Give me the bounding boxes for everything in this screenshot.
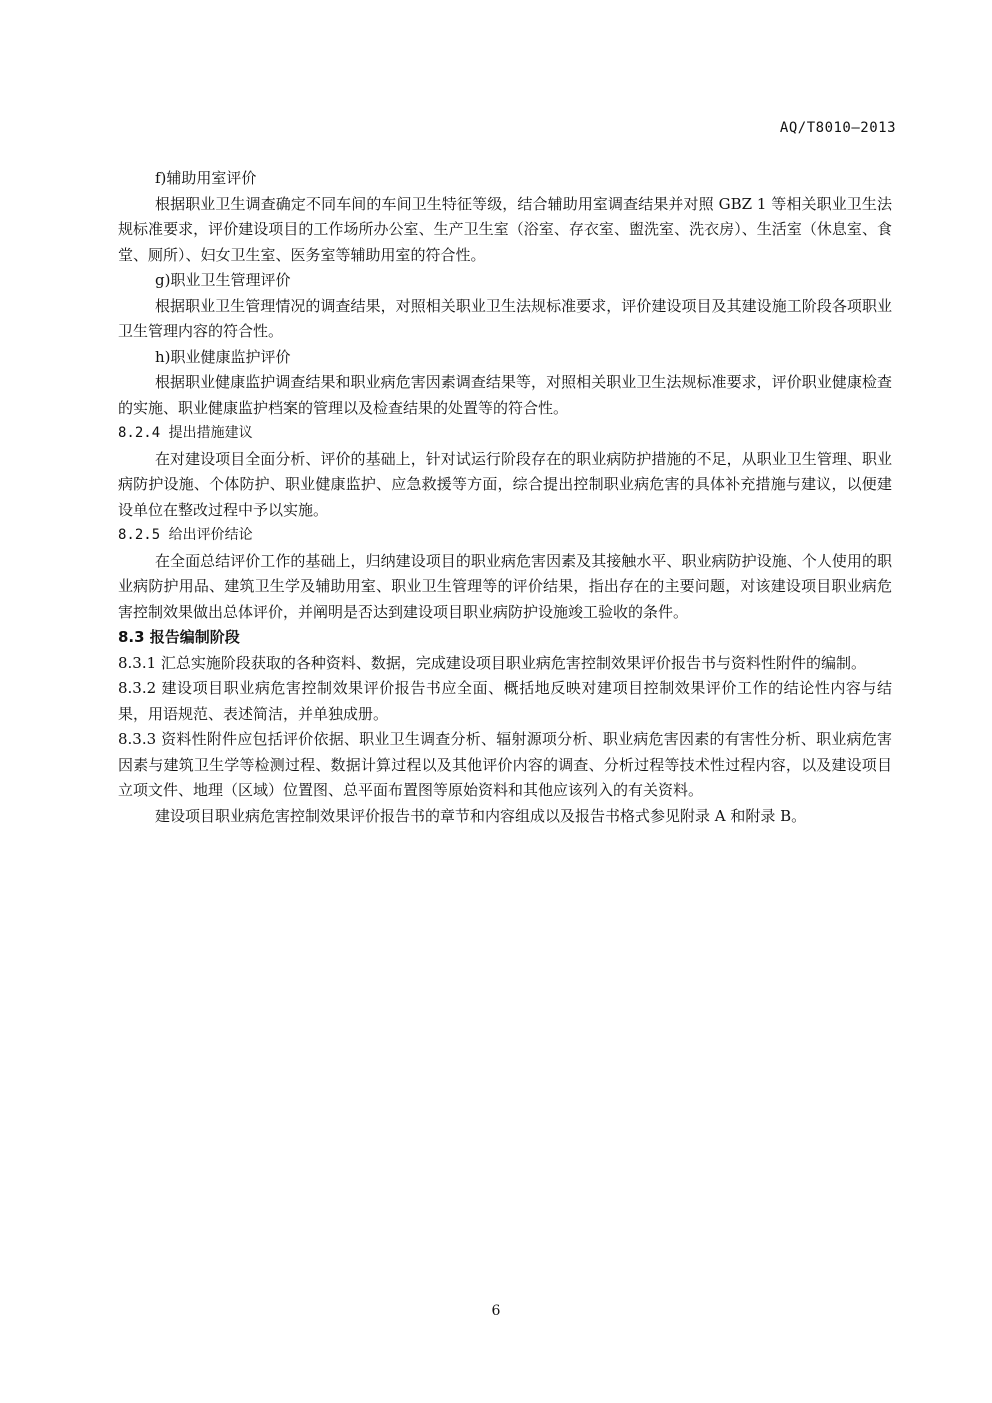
section-h-text: 根据职业健康监护调查结果和职业病危害因素调查结果等，对照相关职业卫生法规标准要求，评价职业健康检查的实施、职业健康监护档案的管理以及检查结果的处置等的符合性。	[118, 373, 892, 417]
section-8-2-4-title: 8.2.4 提出措施建议	[118, 425, 253, 441]
section-8-2-5-title: 8.2.5 给出评价结论	[118, 527, 253, 543]
section-8-2-5-text: 在全面总结评价工作的基础上，归纳建设项目的职业病危害因素及其接触水平、职业病防护设施、个人使用的职业病防护用品、建筑卫生学及辅助用室、职业卫生管理等的评价结果，指出存在的主要问题，对该建设项目职业病危害控制效果做出总体评价，并阐明是否达到建设项目职业病防护设施竣工验收的条件。	[118, 551, 892, 621]
section-8-3-2-text: 8.3.2 建设项目职业病危害控制效果评价报告书应全面、概括地反映对建项目控制效果评价工作的结论性内容与结果，用语规范、表述简洁，并单独成册。	[118, 679, 892, 723]
section-8-2-4-text: 在对建设项目全面分析、评价的基础上，针对试运行阶段存在的职业病防护措施的不足，从职业卫生管理、职业病防护设施、个体防护、职业健康监护、应急救援等方面，综合提出控制职业病危害的具体补充措施与建议，以便建设单位在整改过程中予以实施。	[118, 449, 892, 519]
section-g-text: 根据职业卫生管理情况的调查结果，对照相关职业卫生法规标准要求，评价建设项目及其建设施工阶段各项职业卫生管理内容的符合性。	[118, 296, 892, 340]
section-8-3-title: 8.3 报告编制阶段	[118, 628, 240, 646]
section-8-3-1-text: 8.3.1 汇总实施阶段获取的各种资料、数据，完成建设项目职业病危害控制效果评价报告书与资料性附件的编制。	[118, 653, 866, 672]
document-body	[118, 166, 892, 829]
section-h-title: h)职业健康监护评价	[155, 347, 291, 366]
section-g-title: g)职业卫生管理评价	[155, 271, 291, 289]
section-f-text: 根据职业卫生调查确定不同车间的车间卫生特征等级，结合辅助用室调查结果并对照 GBZ 1 等相关职业卫生法规标准要求，评价建设项目的工作场所办公室、生产卫生室（浴室、存衣室、盥洗室、洗衣房）、生活室（休息室、食堂、厕所）、妇女卫生室、医务室等辅助用室的符合性。	[118, 194, 892, 264]
standard-code: AQ/T8010—2013	[779, 120, 896, 136]
closing-paragraph: 建设项目职业病危害控制效果评价报告书的章节和内容组成以及报告书格式参见附录 A 和附录 B。	[155, 806, 807, 825]
section-f-title: f)辅助用室评价	[155, 169, 257, 187]
section-8-3-3-text: 8.3.3 资料性附件应包括评价依据、职业卫生调查分析、辐射源项分析、职业病危害因素的有害性分析、职业病危害因素与建筑卫生学等检测过程、数据计算过程以及其他评价内容的调查、分析过程等技术性过程内容，以及建设项目立项文件、地理（区域）位置图、总平面布置图等原始资料和其他应该列入的有关资料。	[118, 730, 892, 799]
page-number: 6	[491, 1303, 501, 1319]
